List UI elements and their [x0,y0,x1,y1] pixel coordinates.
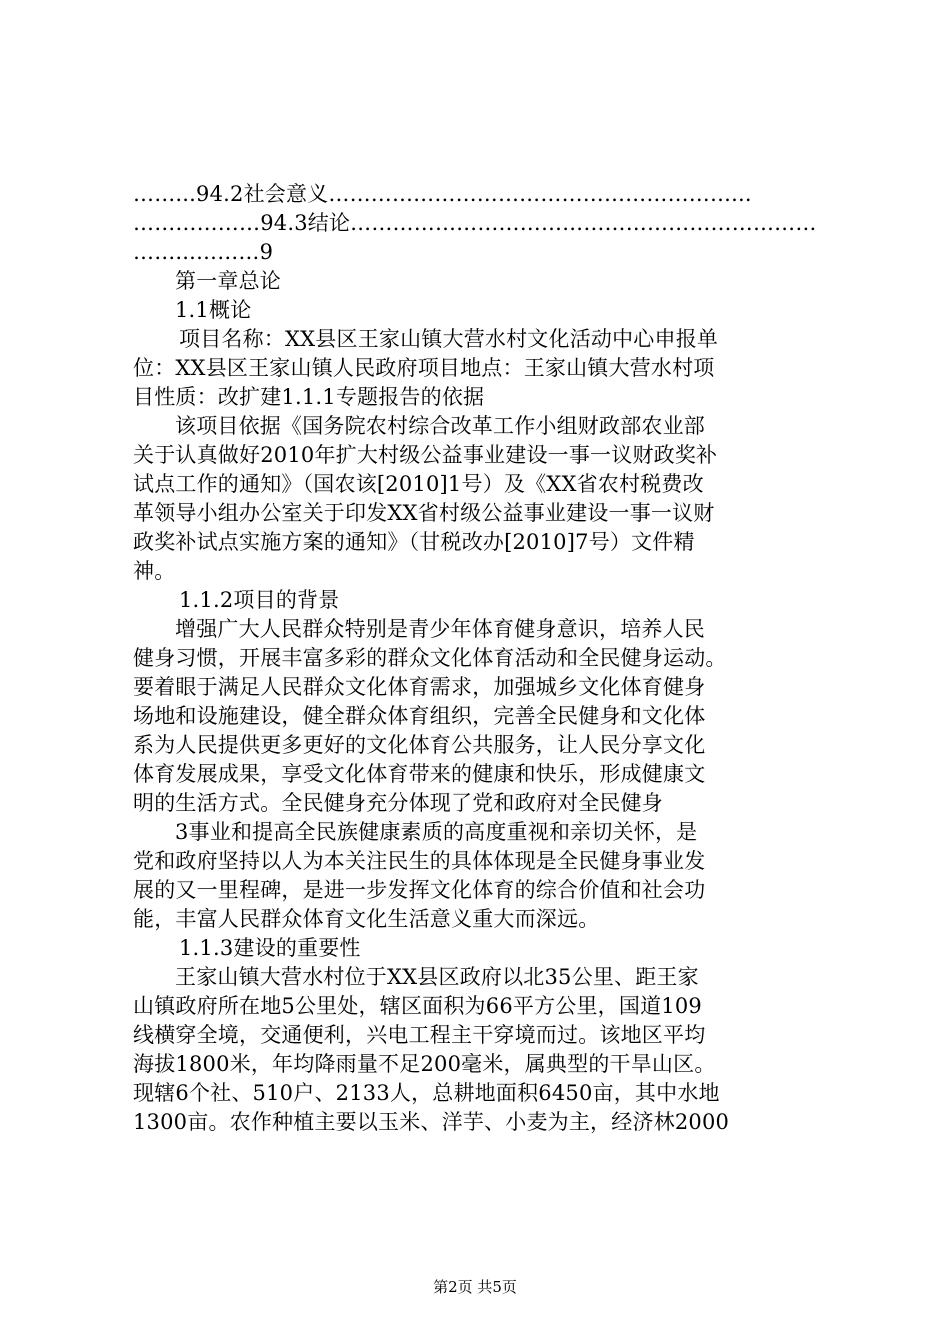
text-line: ……...………9 [133,240,274,264]
text-line: 展的又一里程碑，是进一步发挥文化体育的综合价值和社会功 [133,878,706,902]
text-line: 项目名称：XX县区王家山镇大营水村文化活动中心申报单 [179,327,719,351]
text-line: 目性质：改扩建1.1.1专题报告的依据 [133,385,485,409]
text-line: 革领导小组办公室关于印发XX省村级公益事业建设一事一议财 [133,501,715,525]
text-line: 位：XX县区王家山镇人民政府项目地点：王家山镇大营水村项 [133,356,715,380]
text-line: 海拔1800米，年均降雨量不足200毫米，属典型的干旱山区。 [133,1052,716,1076]
text-line: 增强广大人民群众特别是青少年体育健身意识，培养人民 [175,617,705,641]
text-line: 1.1.3建设的重要性 [179,936,361,960]
text-line: 现辖6个社、510户、2133人，总耕地面积6450亩，其中水地 [133,1081,720,1105]
text-line: 王家山镇大营水村位于XX县区政府以北35公里、距王家 [175,965,699,989]
text-line: 健身习惯，开展丰富多彩的群众文化体育活动和全民健身运动。 [133,646,727,670]
text-line: 1.1概论 [175,298,252,322]
document-body [133,180,833,1137]
text-line: 关于认真做好2010年扩大村级公益事业建设一事一议财政奖补 [133,443,718,467]
text-line: 1.1.2项目的背景 [179,588,340,612]
text-line: ………………94.3结论………………………………………………………… [133,211,817,235]
page-footer: 第2页 共5页 [433,1278,517,1296]
text-line: 政奖补试点实施方案的通知》（甘税改办[2010]7号）文件精 [133,530,695,554]
text-line: 系为人民提供更多更好的文化体育公共服务，让人民分享文化 [133,733,706,757]
text-line: 线横穿全境，交通便利，兴电工程主干穿境而过。该地区平均 [133,1023,706,1047]
text-line: 明的生活方式。全民健身充分体现了党和政府对全民健身 [133,791,663,815]
text-line: 3事业和提高全民族健康素质的高度重视和亲切关怀，是 [175,820,698,844]
text-line: 该项目依据《国务院农村综合改革工作小组财政部农业部 [175,414,705,438]
text-line: 试点工作的通知》（国农该[2010]1号）及《XX省农村税费改 [133,472,704,496]
text-line: 第一章总论 [175,269,281,293]
text-line: 能，丰富人民群众体育文化生活意义重大而深远。 [133,907,600,931]
text-line: 1300亩。农作种植主要以玉米、洋芋、小麦为主，经济林2000 [133,1110,730,1134]
text-line: 体育发展成果，享受文化体育带来的健康和快乐，形成健康文 [133,762,706,786]
text-line: 山镇政府所在地5公里处，辖区面积为66平方公里，国道109 [133,994,702,1018]
text-line: 神。 [133,559,176,583]
text-line: 党和政府坚持以人为本关注民生的具体体现是全民健身事业发 [133,849,706,873]
text-line: 场地和设施建设，健全群众体育组织，完善全民健身和文化体 [133,704,706,728]
text-line: ……...94.2社会意义…………………………………………………... [133,182,752,206]
text-line: 要着眼于满足人民群众文化体育需求，加强城乡文化体育健身 [133,675,706,699]
